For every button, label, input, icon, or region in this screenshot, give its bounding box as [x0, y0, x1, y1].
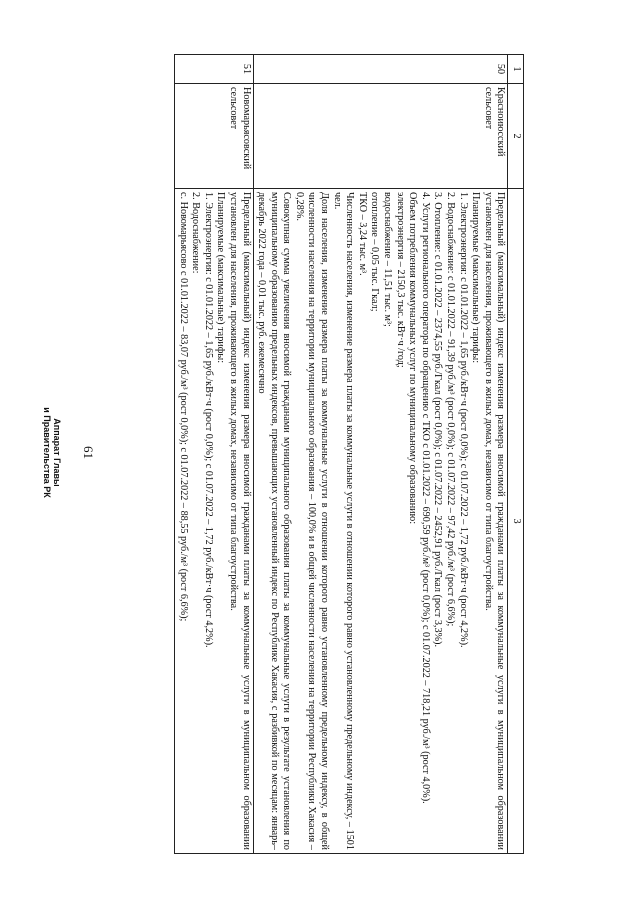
text-line: Предельный (максимальный) индекс изменения размера вносимой гражданами платы за коммунальные услуги в муниципальном образовании установлен для населения, проживающего в жилых домах, независимо от типа благоустройства. — [482, 192, 507, 850]
row-description — [253, 189, 508, 854]
text-line: Предельный (максимальный) индекс изменения размера вносимой гражданами платы за коммунальные услуги в муниципальном образовании установлен для населения, проживающего в жилых домах, независимо от типа благоустройства. — [227, 192, 252, 850]
stamp-line-2: и Правительства РК — [42, 407, 52, 498]
text-line: 1. Электроэнергия: с 01.01.2022 – 1,65 руб./кВт·ч (рост 0,0%); с 01.07.2022 – 1,72 руб./кВт·ч (рост 4,2%). — [202, 192, 214, 648]
row-number: 50 — [253, 55, 508, 84]
page-number: 61 — [81, 446, 96, 459]
header-col-2: 2 — [508, 84, 524, 189]
text-line: водоснабжение – 11,51 тыс. м³; — [382, 192, 394, 327]
text-line: Объем потребления коммунальных услуг по муниципальному образованию: — [407, 192, 419, 525]
text-line: 2. Водоснабжение: — [190, 192, 202, 274]
text-line: 2. Водоснабжение: с 01.01.2022 – 91,39 руб./м³ (рост 0,0%); с 01.07.2022 – 97,42 руб./м³ (рост 6,6%); — [445, 192, 457, 627]
municipality-name: Красноиюсский сельсовет — [253, 84, 508, 189]
stamp-line-1: Аппарат Главы — [52, 418, 62, 487]
header-col-1: 1 — [508, 55, 524, 84]
row-number: 51 — [174, 55, 253, 84]
table-row — [253, 55, 508, 854]
text-line: с. Новомарьясово с 01.01.2022 – 83,07 руб./м³ (рост 0,0%); с 01.07.2022 – 88,55 руб./м³ (рост 6,6%); — [177, 192, 189, 622]
header-col-3: 3 — [508, 189, 524, 854]
municipality-name: Новомарьясовский сельсовет — [174, 84, 253, 189]
text-line: Численность населения, изменение размера платы за коммунальные услуги в отношении которого равно установленному предельному индексу, – 1501 чел. — [331, 192, 356, 850]
row-description — [174, 189, 253, 854]
text-line: Доля населения, изменение размера платы за коммунальные услуги в отношении которого равно установленному предельному индексу, в общей численности населения на территории муниципального образования – 100,0% и в общей численности населения на территории Республики Хакасия – 0,28%. — [293, 192, 331, 850]
official-stamp — [42, 0, 62, 905]
table-row — [174, 55, 253, 854]
text-line: отопление – 0,05 тыс. Гкал; — [369, 192, 381, 312]
table-header-row — [508, 55, 524, 854]
text-line: 4. Услуги регионального оператора по обращению с ТКО с 01.01.2022 – 690,59 руб./м³ (рост 0,0%); с 01.07.2022 – 718,21 руб./м³ (рост 4,0%). — [419, 192, 431, 804]
text-line: 3. Отопление: с 01.01.2022 – 2374,55 руб./Гкал (рост 0,0%); с 01.07.2022 – 2452,91 руб./Гкал (рост 3,3%). — [432, 192, 444, 647]
text-line: Совокупная сумма увеличения вносимой гражданами муниципального образования платы за коммунальные услуги в результате установления по муниципальному образованию предельных индексов, превышающих установленный индекс по Республике Хакасия, с разбивкой по месяцам: январь–декабрь 2022 года – 0,01 тыс. руб. ежемесячно — [256, 192, 293, 850]
text-line: Планируемые (максимальные) тарифы: — [215, 192, 227, 364]
text-line: электроэнергия – 2150,3 тыс. кВт·ч /год; — [394, 192, 406, 368]
text-line: Планируемые (максимальные) тарифы: — [470, 192, 482, 364]
text-line: 1. Электроэнергия: с 01.01.2022 – 1,65 руб./кВт·ч (рост 0,0%); с 01.07.2022 – 1,72 руб./кВт·ч (рост 4,2%). — [457, 192, 469, 648]
tariff-table — [174, 54, 524, 854]
text-line: ТКО – 3,24 тыс. м³. — [356, 192, 368, 276]
